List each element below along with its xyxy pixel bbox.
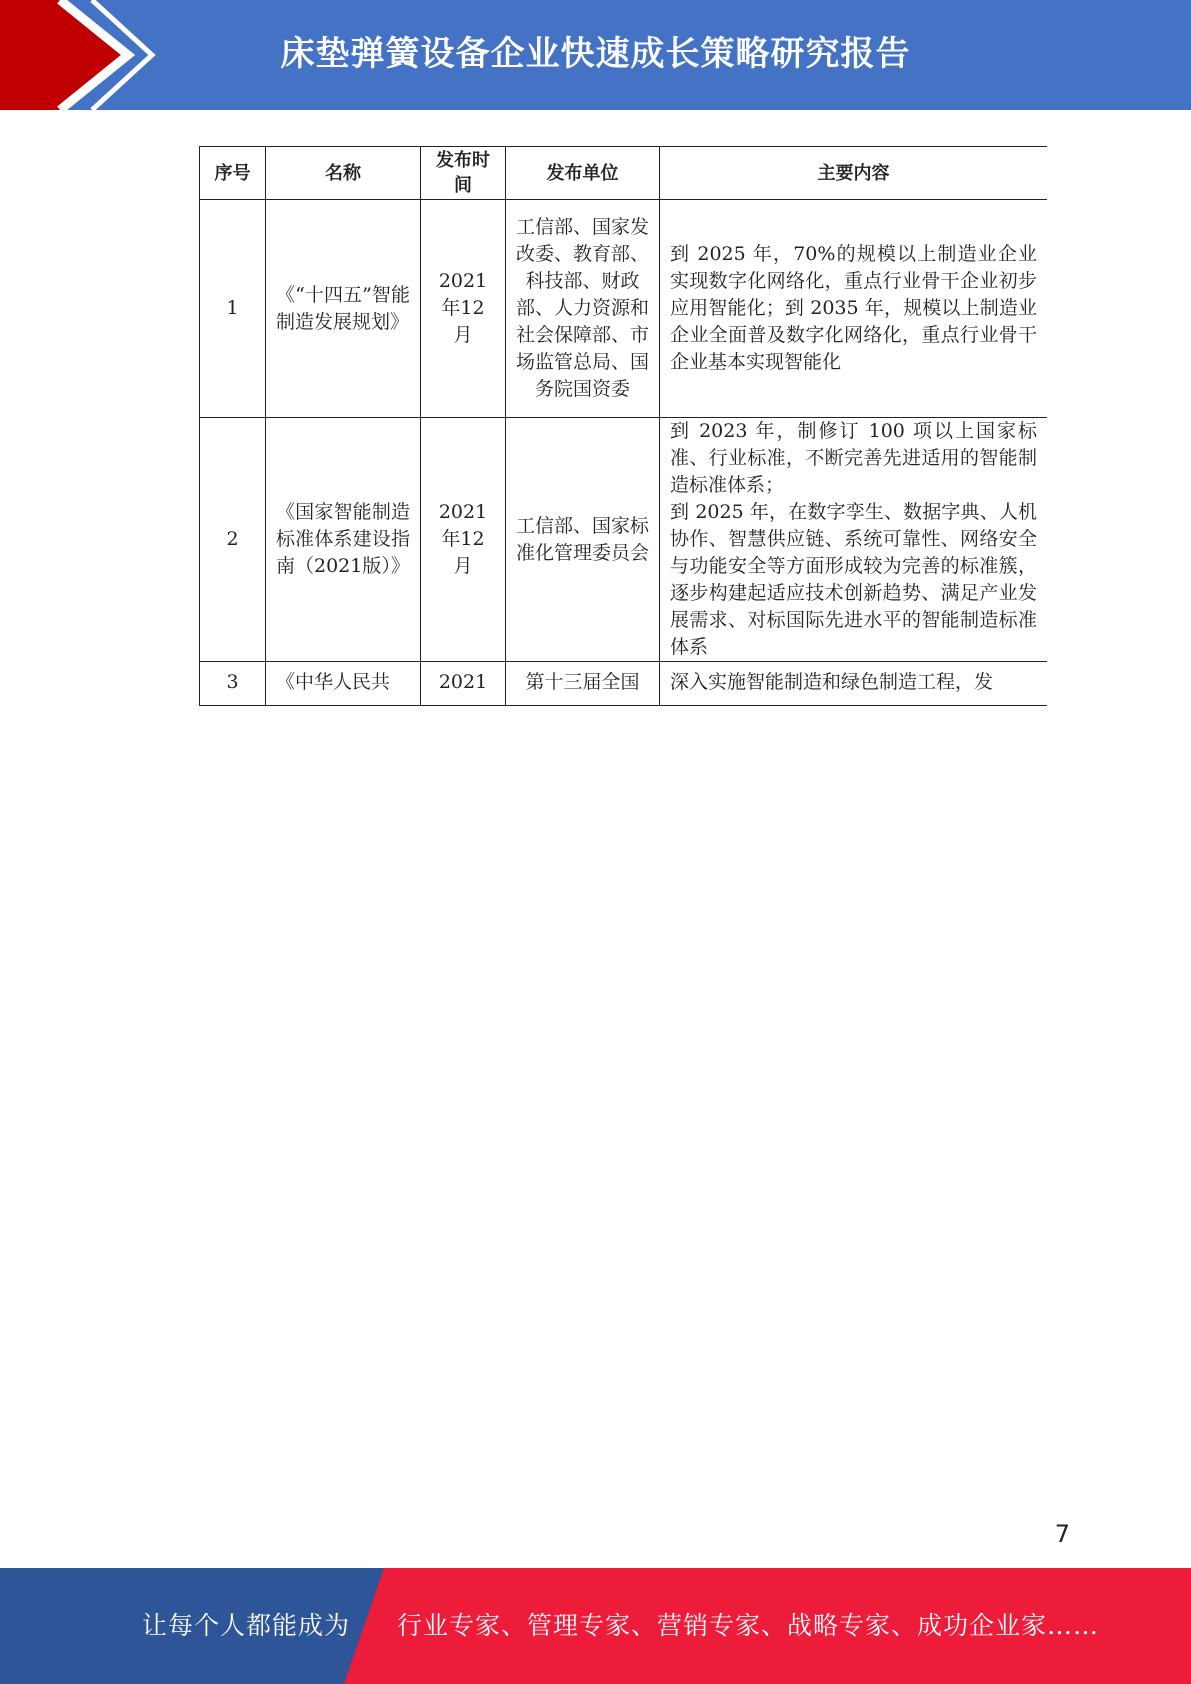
table-row [200,200,1048,418]
cell-no: 2 [200,418,266,662]
header-date: 发布时间 [421,147,506,200]
table-header-row [200,147,1048,200]
cell-name: 《中华人民共 [266,662,421,707]
header-name: 名称 [266,147,421,200]
footer-banner [0,1568,1191,1684]
policy-table [199,146,1047,706]
cell-date: 2021年12月 [421,418,506,662]
table-row [200,662,1048,707]
header-no: 序号 [200,147,266,200]
header-content: 主要内容 [660,147,1048,200]
cell-issuer: 第十三届全国 [506,662,660,707]
header-banner [0,0,1191,110]
cell-issuer: 工信部、国家发改委、教育部、科技部、财政部、人力资源和社会保障部、市场监管总局、国务院国资委 [506,200,660,418]
report-title: 床垫弹簧设备企业快速成长策略研究报告 [280,34,911,74]
content-paragraph: 到 2025 年，在数字孪生、数据字典、人机协作、智慧供应链、系统可靠性、网络安全与功能安全等方面形成较为完善的标准簇，逐步构建起适应技术创新趋势、满足产业发展需求、对标国际先进水平的智能制造标准体系 [670,501,1037,658]
cell-content: 深入实施智能制造和绿色制造工程，发 [660,662,1048,707]
cell-name: 《国家智能制造标准体系建设指南（2021版）》 [266,418,421,662]
cell-content: 到 2025 年，70%的规模以上制造业企业实现数字化网络化，重点行业骨干企业初步应用智能化；到 2035 年，规模以上制造业企业全面普及数字化网络化，重点行业骨干企业基本实现智能化 [660,200,1048,418]
cell-date: 2021年12月 [421,200,506,418]
policy-table-container [199,146,1047,706]
cell-name: 《“十四五”智能制造发展规划》 [266,200,421,418]
content-paragraph: 到 2023 年，制修订 100 项以上国家标准、行业标准，不断完善先进适用的智能制造标准体系； [670,420,1037,496]
header-issuer: 发布单位 [506,147,660,200]
cell-content [660,418,1048,662]
cell-no: 3 [200,662,266,707]
table-row [200,418,1048,662]
page-number: 7 [1054,1520,1070,1548]
footer-slogan-left: 让每个人都能成为 [142,1611,351,1640]
footer-slogan-right: 行业专家、管理专家、营销专家、战略专家、成功企业家…… [397,1611,1100,1640]
header-arrow-decoration [0,0,160,110]
cell-date: 2021 [421,662,506,707]
cell-no: 1 [200,200,266,418]
cell-issuer: 工信部、国家标准化管理委员会 [506,418,660,662]
